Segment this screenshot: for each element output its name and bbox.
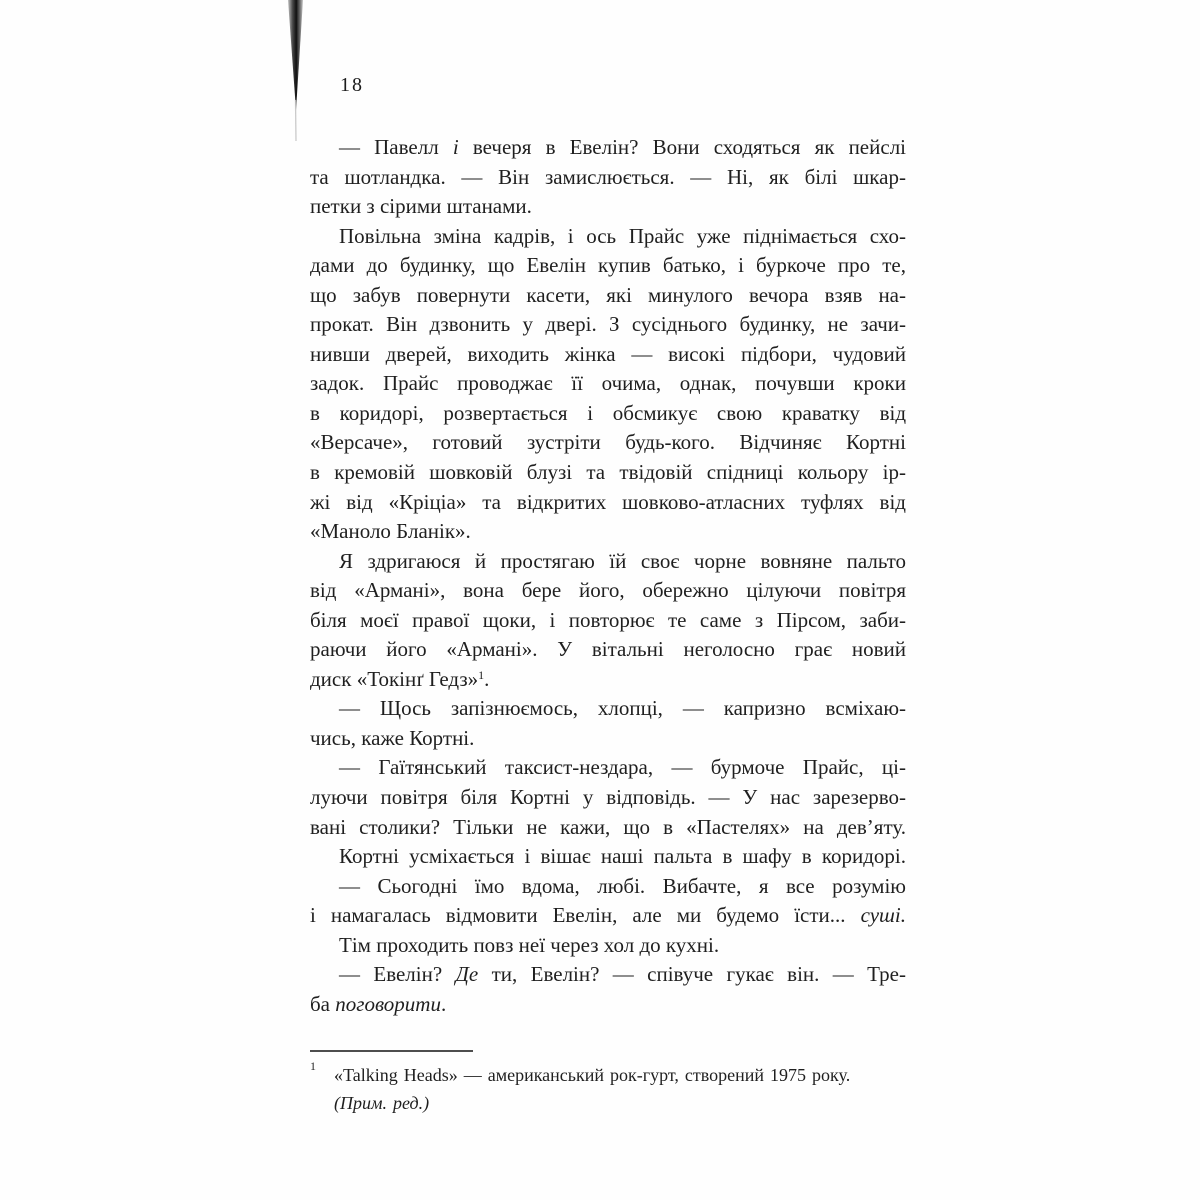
text-segment: «Talking Heads» — американський рок-гурт, створений 1975 року.	[334, 1065, 851, 1085]
text-segment: в коридорі, розвертається і обсмикує свою краватку від	[310, 400, 906, 425]
text-line	[310, 783, 906, 813]
text-segment: Де	[455, 962, 479, 987]
text-segment: — Щось запізнюємось, хлопці, — капризно всміхаю-	[339, 696, 906, 721]
text-segment: ба	[310, 991, 336, 1016]
text-segment: петки з сірими штанами.	[310, 194, 532, 219]
text-segment: від «Армані», вона бере його, обережно цілуючи повітря	[310, 578, 906, 603]
text-line	[310, 635, 906, 665]
text-segment: Кортні усміхається і вішає наші пальта в шафу в коридорі.	[339, 844, 906, 869]
text-segment: Повільна зміна кадрів, і ось Прайс уже піднімається схо-	[339, 223, 906, 248]
paragraph	[310, 133, 906, 222]
text-segment: і	[452, 135, 459, 159]
text-segment: (Прим. ред.)	[334, 1092, 430, 1113]
text-segment: «Маноло Бланік».	[310, 519, 471, 544]
text-segment: поговорити	[335, 991, 441, 1016]
text-line	[310, 694, 906, 724]
text-segment: біля моєї правої щоки, і повторює те саме з Пірсом, заби-	[310, 607, 906, 632]
text-line	[310, 488, 906, 518]
text-line	[310, 340, 906, 370]
text-line	[310, 163, 906, 193]
text-line	[310, 547, 906, 577]
text-line	[310, 428, 906, 458]
text-segment: — Сьогодні їмо вдома, любі. Вибачте, я все розумію	[339, 873, 906, 898]
text-segment: та шотландка. — Він замислюється. — Ні, як білі шкар-	[310, 164, 906, 189]
text-segment: і намагалась відмовити Евелін, але ми будемо їсти...	[310, 903, 861, 928]
text-line	[310, 872, 906, 902]
text-line	[310, 281, 906, 311]
text-segment: ти, Евелін? — співуче гукає він. — Тре-	[478, 962, 906, 987]
text-segment: луючи повітря біля Кортні у відповідь. — У нас зарезерво-	[310, 785, 906, 810]
footnote-separator	[310, 1050, 473, 1052]
text-line	[310, 813, 906, 843]
text-line	[310, 517, 906, 547]
text-line	[310, 251, 906, 281]
paragraph	[310, 547, 906, 695]
text-segment: раючи його «Армані». У вітальні неголосно грає новий	[310, 637, 906, 662]
footnote-line	[334, 1090, 906, 1118]
body-text	[310, 133, 906, 1019]
footnote: 1 «Talking Heads» — американський рок-гурт, створений 1975 року. (Прим. ред.)	[310, 1062, 906, 1117]
text-segment: .	[484, 666, 490, 691]
text-segment: Я здригаюся й простягаю їй своє чорне вовняне пальто	[339, 548, 906, 573]
text-segment: суші.	[860, 903, 906, 928]
text-segment: нивши дверей, виходить жінка — високі підбори, чудовий	[310, 341, 906, 366]
footnote-line	[334, 1062, 906, 1090]
text-segment: жі від «Кріціа» та відкритих шовково-атласних туфлях від	[310, 489, 906, 514]
paragraph	[310, 872, 906, 931]
text-line	[310, 960, 906, 990]
text-segment: прокат. Він дзвонить у двері. З сусіднього будинку, не зачи-	[310, 312, 906, 337]
text-segment: в кремовій шовковій блузі та твідовій спідниці кольору ір-	[310, 460, 906, 485]
text-segment: вані столики? Тільки не кажи, що в «Пастелях» на дев’яту.	[310, 814, 906, 839]
paragraph	[310, 960, 906, 1019]
text-segment: «Версаче», готовий зустріти будь-кого. Відчиняє Кортні	[310, 430, 906, 455]
text-segment: Тім проходить повз неї через хол до кухні.	[339, 932, 720, 957]
text-line	[310, 606, 906, 636]
text-segment: задок. Прайс проводжає її очима, однак, почувши кроки	[310, 371, 906, 396]
text-line	[310, 369, 906, 399]
text-line	[310, 753, 906, 783]
text-segment: диск «Токінґ Гедз»	[310, 666, 479, 691]
paragraph	[310, 222, 906, 547]
text-segment: — Павелл	[339, 135, 453, 159]
text-line	[310, 724, 906, 754]
text-segment: .	[440, 991, 447, 1016]
paragraph	[310, 931, 906, 961]
text-line	[310, 133, 906, 163]
ink-streak-artifact	[270, 0, 316, 146]
text-line	[310, 901, 906, 931]
text-segment: — Евелін?	[339, 962, 456, 987]
page-number: 18	[340, 74, 364, 96]
text-line	[310, 842, 906, 872]
text-segment: чись, каже Кортні.	[310, 725, 475, 750]
text-line	[310, 458, 906, 488]
text-line	[310, 665, 906, 695]
text-segment: що забув повернути касети, які минулого вечора взяв на-	[310, 282, 906, 307]
text-segment: — Гаїтянський таксист-нездара, — бурмоче Прайс, ці-	[339, 755, 906, 780]
text-line	[310, 576, 906, 606]
footnote-lines	[310, 1062, 906, 1117]
text-line	[310, 990, 906, 1020]
text-line	[310, 310, 906, 340]
paragraph	[310, 753, 906, 842]
text-line	[310, 222, 906, 252]
text-line	[310, 931, 906, 961]
paragraph	[310, 694, 906, 753]
superscript-ref: 1	[478, 667, 485, 682]
text-segment: дами до будинку, що Евелін купив батько, і буркоче про те,	[310, 253, 906, 278]
text-segment: вечеря в Евелін? Вони сходяться як пейслі	[458, 135, 906, 159]
text-line	[310, 192, 906, 222]
paragraph	[310, 842, 906, 872]
text-line	[310, 399, 906, 429]
